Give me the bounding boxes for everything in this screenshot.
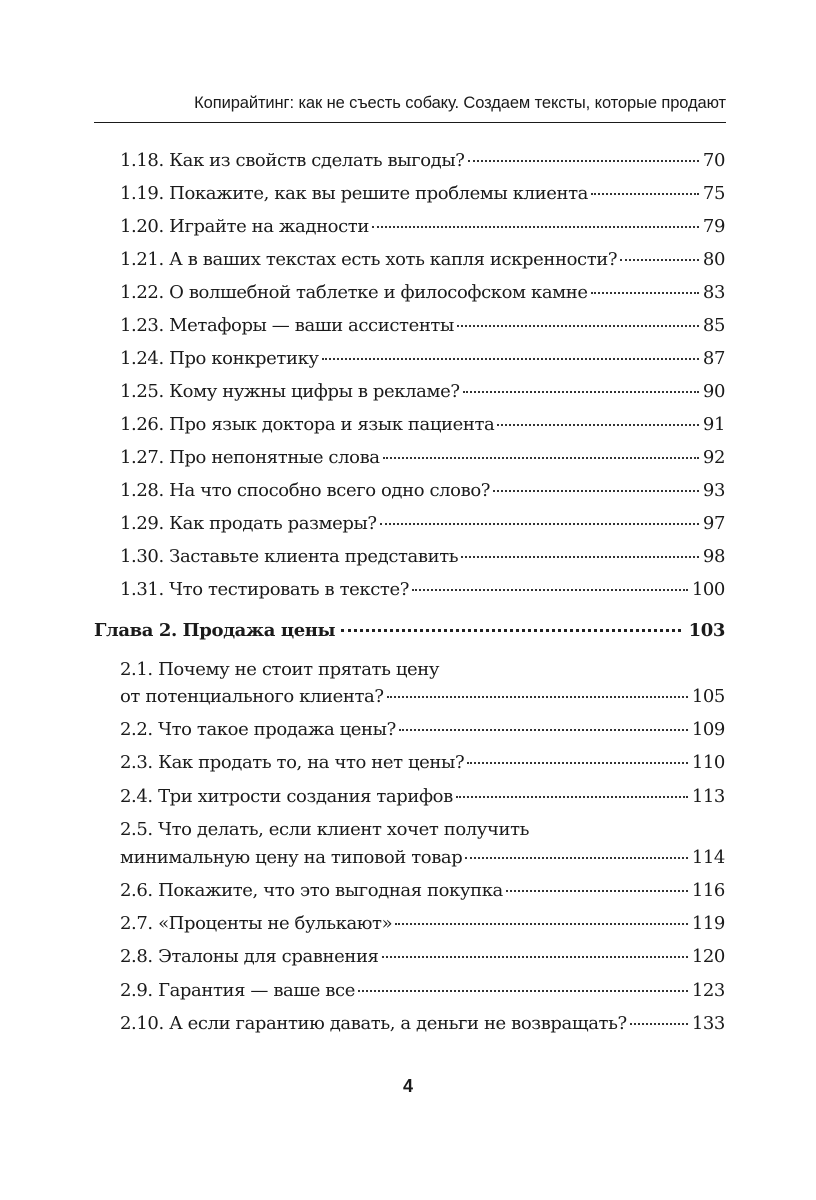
- toc-entry-title: 1.25. Кому нужны цифры в рекламе?: [120, 381, 460, 402]
- toc-entry-1-18[interactable]: [120, 150, 725, 172]
- toc-entry-page: 80: [702, 249, 725, 270]
- toc-entry-title: 2.3. Как продать то, на что нет цены?: [120, 752, 465, 773]
- toc-entry-page: 105: [691, 686, 725, 707]
- dot-leader: [383, 457, 699, 459]
- toc-entry-title: 2.6. Покажите, что это выгодная покупка: [120, 880, 503, 901]
- toc-entry-page: 120: [691, 946, 725, 967]
- toc-entry-1-25[interactable]: [120, 381, 725, 403]
- toc-entry-1-22[interactable]: [120, 282, 725, 304]
- toc-entry-2-7[interactable]: [120, 913, 725, 935]
- dot-leader: [463, 391, 699, 393]
- toc-entry-title: 2.4. Три хитрости создания тарифов: [120, 786, 453, 807]
- toc-entry-page: 97: [702, 513, 725, 534]
- toc-entry-title: 1.23. Метафоры — ваши ассистенты: [120, 315, 454, 336]
- dot-leader: [380, 523, 699, 525]
- toc-entry-2-8[interactable]: [120, 946, 725, 968]
- toc-entry-page: 109: [691, 719, 725, 740]
- dot-leader: [497, 424, 699, 426]
- toc-entry-page: 85: [702, 315, 725, 336]
- toc-entry-page: 119: [691, 913, 725, 934]
- toc-entry-2-9[interactable]: [120, 980, 725, 1002]
- running-header: Копирайтинг: как не съесть собаку. Создаем тексты, которые продают: [194, 94, 726, 112]
- toc-entry-page: 113: [691, 786, 725, 807]
- dot-leader: [506, 890, 688, 892]
- toc-entry-title: 2.8. Эталоны для сравнения: [120, 946, 379, 967]
- toc-entry-1-30[interactable]: [120, 546, 725, 568]
- toc-entry-title: 1.28. На что способно всего одно слово?: [120, 480, 491, 501]
- dot-leader: [358, 990, 688, 992]
- toc-entry-1-19[interactable]: [120, 183, 725, 205]
- toc-entry-page: 100: [691, 579, 725, 600]
- toc-entry-title: 2.10. А если гарантию давать, а деньги не возвращать?: [120, 1013, 627, 1034]
- dot-leader: [395, 923, 688, 925]
- toc-entry-page: 75: [702, 183, 725, 204]
- toc-entry-title: 1.22. О волшебной таблетке и философском камне: [120, 282, 588, 303]
- toc-entry-title: 1.31. Что тестировать в тексте?: [120, 579, 409, 600]
- toc-entry-2-1[interactable]: [120, 686, 725, 708]
- toc-chapter-page: 103: [688, 620, 725, 641]
- dot-leader: [467, 762, 688, 764]
- dot-leader: [465, 857, 687, 859]
- toc-entry-title: 1.26. Про язык доктора и язык пациента: [120, 414, 495, 435]
- toc-entry-page: 110: [691, 752, 725, 773]
- toc-entry-2-4[interactable]: [120, 786, 725, 808]
- dot-leader: [591, 292, 699, 294]
- toc-entry-1-20[interactable]: [120, 216, 725, 238]
- toc-entry-page: 91: [702, 414, 725, 435]
- toc-entry-page: 87: [702, 348, 725, 369]
- toc-entry-page: 79: [702, 216, 725, 237]
- page-number: 4: [402, 1076, 413, 1096]
- dot-leader: [387, 696, 688, 698]
- toc-entry-page: 116: [691, 880, 725, 901]
- toc-entry-2-3[interactable]: [120, 752, 725, 774]
- toc-entry-title: 1.18. Как из свойств сделать выгоды?: [120, 150, 465, 171]
- toc-entry-page: 90: [702, 381, 725, 402]
- toc-chapter-2[interactable]: [94, 620, 725, 642]
- dot-leader: [382, 956, 688, 958]
- toc-entry-page: 92: [702, 447, 725, 468]
- toc-entry-title: минимальную цену на типовой товар: [120, 847, 463, 868]
- toc-entry-1-27[interactable]: [120, 447, 725, 469]
- toc-entry-title: от потенциального клиента?: [120, 686, 384, 707]
- toc-entry-2-5[interactable]: [120, 847, 725, 869]
- toc-entry-2-10[interactable]: [120, 1013, 725, 1035]
- toc-entry-page: 83: [702, 282, 725, 303]
- toc-entry-1-26[interactable]: [120, 414, 725, 436]
- dot-leader: [456, 796, 688, 798]
- toc-entry-2-1-first-line[interactable]: 2.1. Почему не стоит прятать цену: [120, 659, 440, 680]
- toc-entry-1-21[interactable]: [120, 249, 725, 271]
- toc-entry-title: 1.24. Про конкретику: [120, 348, 319, 369]
- toc-entry-1-29[interactable]: [120, 513, 725, 535]
- toc-entry-page: 114: [691, 847, 725, 868]
- toc-entry-page: 98: [702, 546, 725, 567]
- toc-entry-2-6[interactable]: [120, 880, 725, 902]
- dot-leader: [341, 629, 680, 632]
- dot-leader: [591, 193, 699, 195]
- toc-entry-title: 2.9. Гарантия — ваше все: [120, 980, 355, 1001]
- toc-entry-1-31[interactable]: [120, 579, 725, 601]
- header-rule: [94, 122, 726, 123]
- toc-entry-title: 2.2. Что такое продажа цены?: [120, 719, 396, 740]
- toc-entry-title: 2.7. «Проценты не булькают»: [120, 913, 393, 934]
- toc-entry-page: 70: [702, 150, 725, 171]
- dot-leader: [468, 160, 699, 162]
- toc-entry-2-2[interactable]: [120, 719, 725, 741]
- toc-chapter-title: Глава 2. Продажа цены: [94, 620, 336, 641]
- dot-leader: [461, 556, 699, 558]
- toc-entry-page: 93: [702, 480, 725, 501]
- dot-leader: [457, 325, 699, 327]
- toc-entry-title: 1.29. Как продать размеры?: [120, 513, 377, 534]
- dot-leader: [412, 589, 688, 591]
- toc-entry-title: 1.27. Про непонятные слова: [120, 447, 380, 468]
- dot-leader: [620, 259, 699, 261]
- toc-entry-page: 123: [691, 980, 725, 1001]
- dot-leader: [399, 729, 688, 731]
- toc-entry-2-5-first-line[interactable]: 2.5. Что делать, если клиент хочет получить: [120, 819, 530, 840]
- toc-entry-1-24[interactable]: [120, 348, 725, 370]
- dot-leader: [322, 358, 699, 360]
- toc-entry-page: 133: [691, 1013, 725, 1034]
- dot-leader: [372, 226, 699, 228]
- toc-entry-title: 1.19. Покажите, как вы решите проблемы клиента: [120, 183, 588, 204]
- dot-leader: [630, 1023, 688, 1025]
- dot-leader: [493, 490, 699, 492]
- toc-entry-title: 1.20. Играйте на жадности: [120, 216, 369, 237]
- toc-entry-1-28[interactable]: [120, 480, 725, 502]
- toc-entry-title: 1.30. Заставьте клиента представить: [120, 546, 459, 567]
- toc-entry-title: 1.21. А в ваших текстах есть хоть капля искренности?: [120, 249, 618, 270]
- toc-entry-1-23[interactable]: [120, 315, 725, 337]
